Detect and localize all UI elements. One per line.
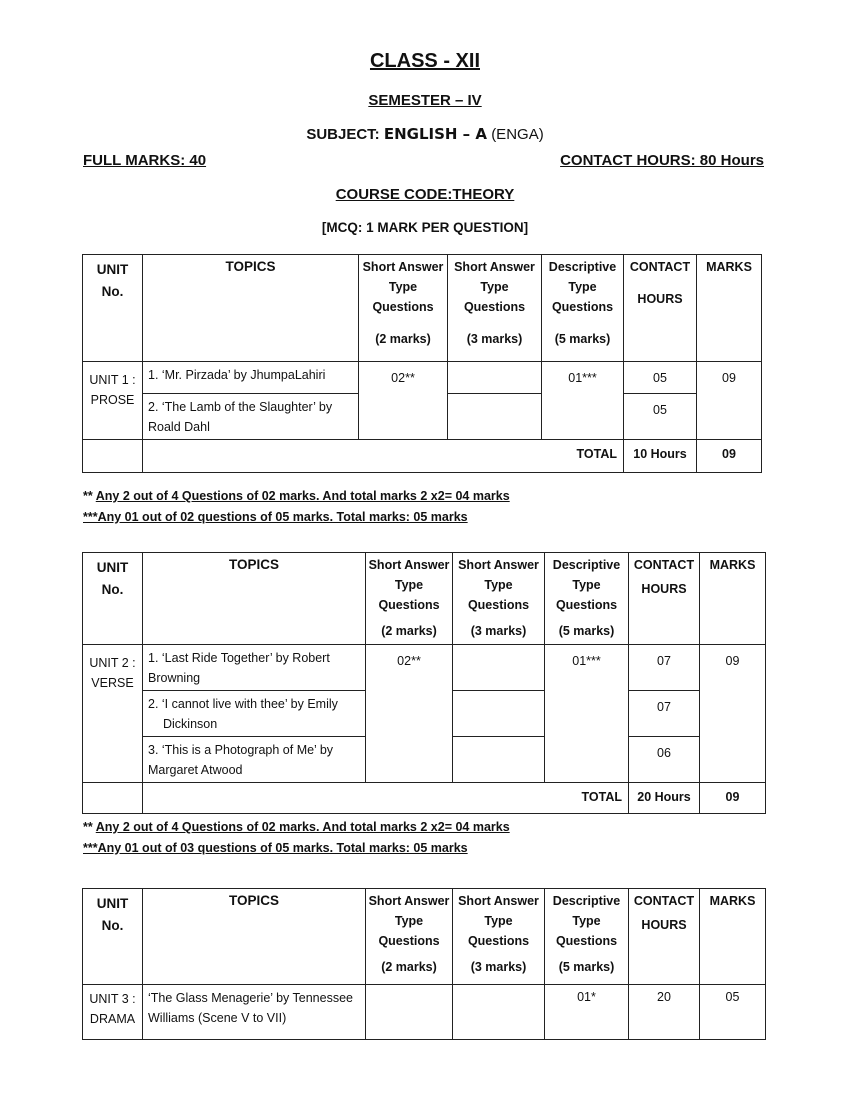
unit-header: UNIT No. [83, 889, 143, 985]
total-marks: 09 [700, 783, 766, 814]
topic-item: 1. ‘Mr. Pirzada’ by JhumpaLahiri [143, 362, 359, 394]
topic-item: 3. ‘This is a Photograph of Me’ by Margaret Atwood [143, 737, 366, 783]
subject-heading [0, 125, 850, 143]
contact-hours-header: CONTACT HOURS [624, 255, 697, 362]
table-header-row [83, 255, 762, 362]
contact-hours-header: CONTACT HOURS [629, 889, 700, 985]
empty-cell [83, 440, 143, 473]
descriptive-value: 01* [545, 985, 629, 1040]
footnote-short-answer: ** Any 2 out of 4 Questions of 02 marks. And total marks 2 x2= 04 marks [83, 820, 510, 834]
short3-cell [453, 737, 545, 783]
unit-header: UNIT No. [83, 553, 143, 645]
full-marks: FULL MARKS: 40 [83, 152, 207, 169]
short2-header: Short Answer Type Questions (2 marks) [366, 889, 453, 985]
short3-header: Short Answer Type Questions (3 marks) [453, 553, 545, 645]
contact-hours: CONTACT HOURS: 80 Hours [560, 152, 764, 169]
short3-cell [453, 691, 545, 737]
footnote-descriptive: ***Any 01 out of 02 questions of 05 marks. Total marks: 05 marks [83, 510, 468, 524]
unit-label: UNIT 2 : VERSE [83, 645, 143, 783]
hours-value: 05 [624, 394, 697, 440]
marks-header: MARKS [700, 889, 766, 985]
unit2-table [82, 552, 766, 814]
semester-heading: SEMESTER – IV [368, 92, 482, 109]
topics-header: TOPICS [143, 255, 359, 362]
mcq-note: [MCQ: 1 MARK PER QUESTION] [321, 220, 529, 235]
footnote-descriptive: ***Any 01 out of 03 questions of 05 marks. Total marks: 05 marks [83, 841, 468, 855]
unit3-table [82, 888, 766, 1040]
descriptive-header: Descriptive Type Questions (5 marks) [545, 889, 629, 985]
footnote-short-answer: ** Any 2 out of 4 Questions of 02 marks. And total marks 2 x2= 04 marks [83, 489, 510, 503]
marks-value: 05 [700, 985, 766, 1040]
topic-item: ‘The Glass Menagerie’ by Tennessee Williams (Scene V to VII) [143, 985, 366, 1040]
descriptive-value: 01*** [545, 645, 629, 783]
short2-value: 02** [359, 362, 448, 440]
topics-header: TOPICS [143, 553, 366, 645]
topics-header: TOPICS [143, 889, 366, 985]
unit-label: UNIT 1 : PROSE [83, 362, 143, 440]
hours-value: 07 [629, 691, 700, 737]
page-title: CLASS - XII [369, 50, 480, 72]
short3-header: Short Answer Type Questions (3 marks) [453, 889, 545, 985]
short2-header: Short Answer Type Questions (2 marks) [366, 553, 453, 645]
unit-label: UNIT 3 : DRAMA [83, 985, 143, 1040]
descriptive-header: Descriptive Type Questions (5 marks) [542, 255, 624, 362]
topic-item: 1. ‘Last Ride Together’ by Robert Browning [143, 645, 366, 691]
subject-code: (ENGA) [491, 126, 544, 143]
short3-cell [448, 362, 542, 394]
short2-value: 02** [366, 645, 453, 783]
topic-item: 2. ‘I cannot live with thee’ by Emily Dickinson [143, 691, 366, 737]
unit-header: UNIT No. [83, 255, 143, 362]
empty-cell [83, 783, 143, 814]
short3-cell [453, 985, 545, 1040]
descriptive-header: Descriptive Type Questions (5 marks) [545, 553, 629, 645]
marks-header: MARKS [700, 553, 766, 645]
descriptive-value: 01*** [542, 362, 624, 440]
hours-value: 05 [624, 362, 697, 394]
hours-value: 20 [629, 985, 700, 1040]
topic-item: 2. ‘The Lamb of the Slaughter’ by Roald Dahl [143, 394, 359, 440]
subject-name: ENGLISH – A [383, 125, 488, 143]
hours-value: 06 [629, 737, 700, 783]
total-hours: 20 Hours [629, 783, 700, 814]
unit1-table [82, 254, 762, 473]
table-header-row [83, 553, 766, 645]
contact-hours-header: CONTACT HOURS [629, 553, 700, 645]
marks-value: 09 [697, 362, 762, 440]
total-row [83, 783, 766, 814]
total-label: TOTAL [143, 440, 624, 473]
marks-value: 09 [700, 645, 766, 783]
short2-header: Short Answer Type Questions (2 marks) [359, 255, 448, 362]
short3-header: Short Answer Type Questions (3 marks) [448, 255, 542, 362]
short3-cell [448, 394, 542, 440]
marks-header: MARKS [697, 255, 762, 362]
total-marks: 09 [697, 440, 762, 473]
total-hours: 10 Hours [624, 440, 697, 473]
table-row [83, 985, 766, 1040]
table-row [83, 645, 766, 691]
table-row [83, 362, 762, 394]
total-label: TOTAL [143, 783, 629, 814]
short3-cell [453, 645, 545, 691]
table-header-row [83, 889, 766, 985]
subject-label: SUBJECT: [306, 126, 380, 143]
course-code: COURSE CODE:THEORY [335, 186, 515, 203]
short2-cell [366, 985, 453, 1040]
total-row [83, 440, 762, 473]
hours-value: 07 [629, 645, 700, 691]
